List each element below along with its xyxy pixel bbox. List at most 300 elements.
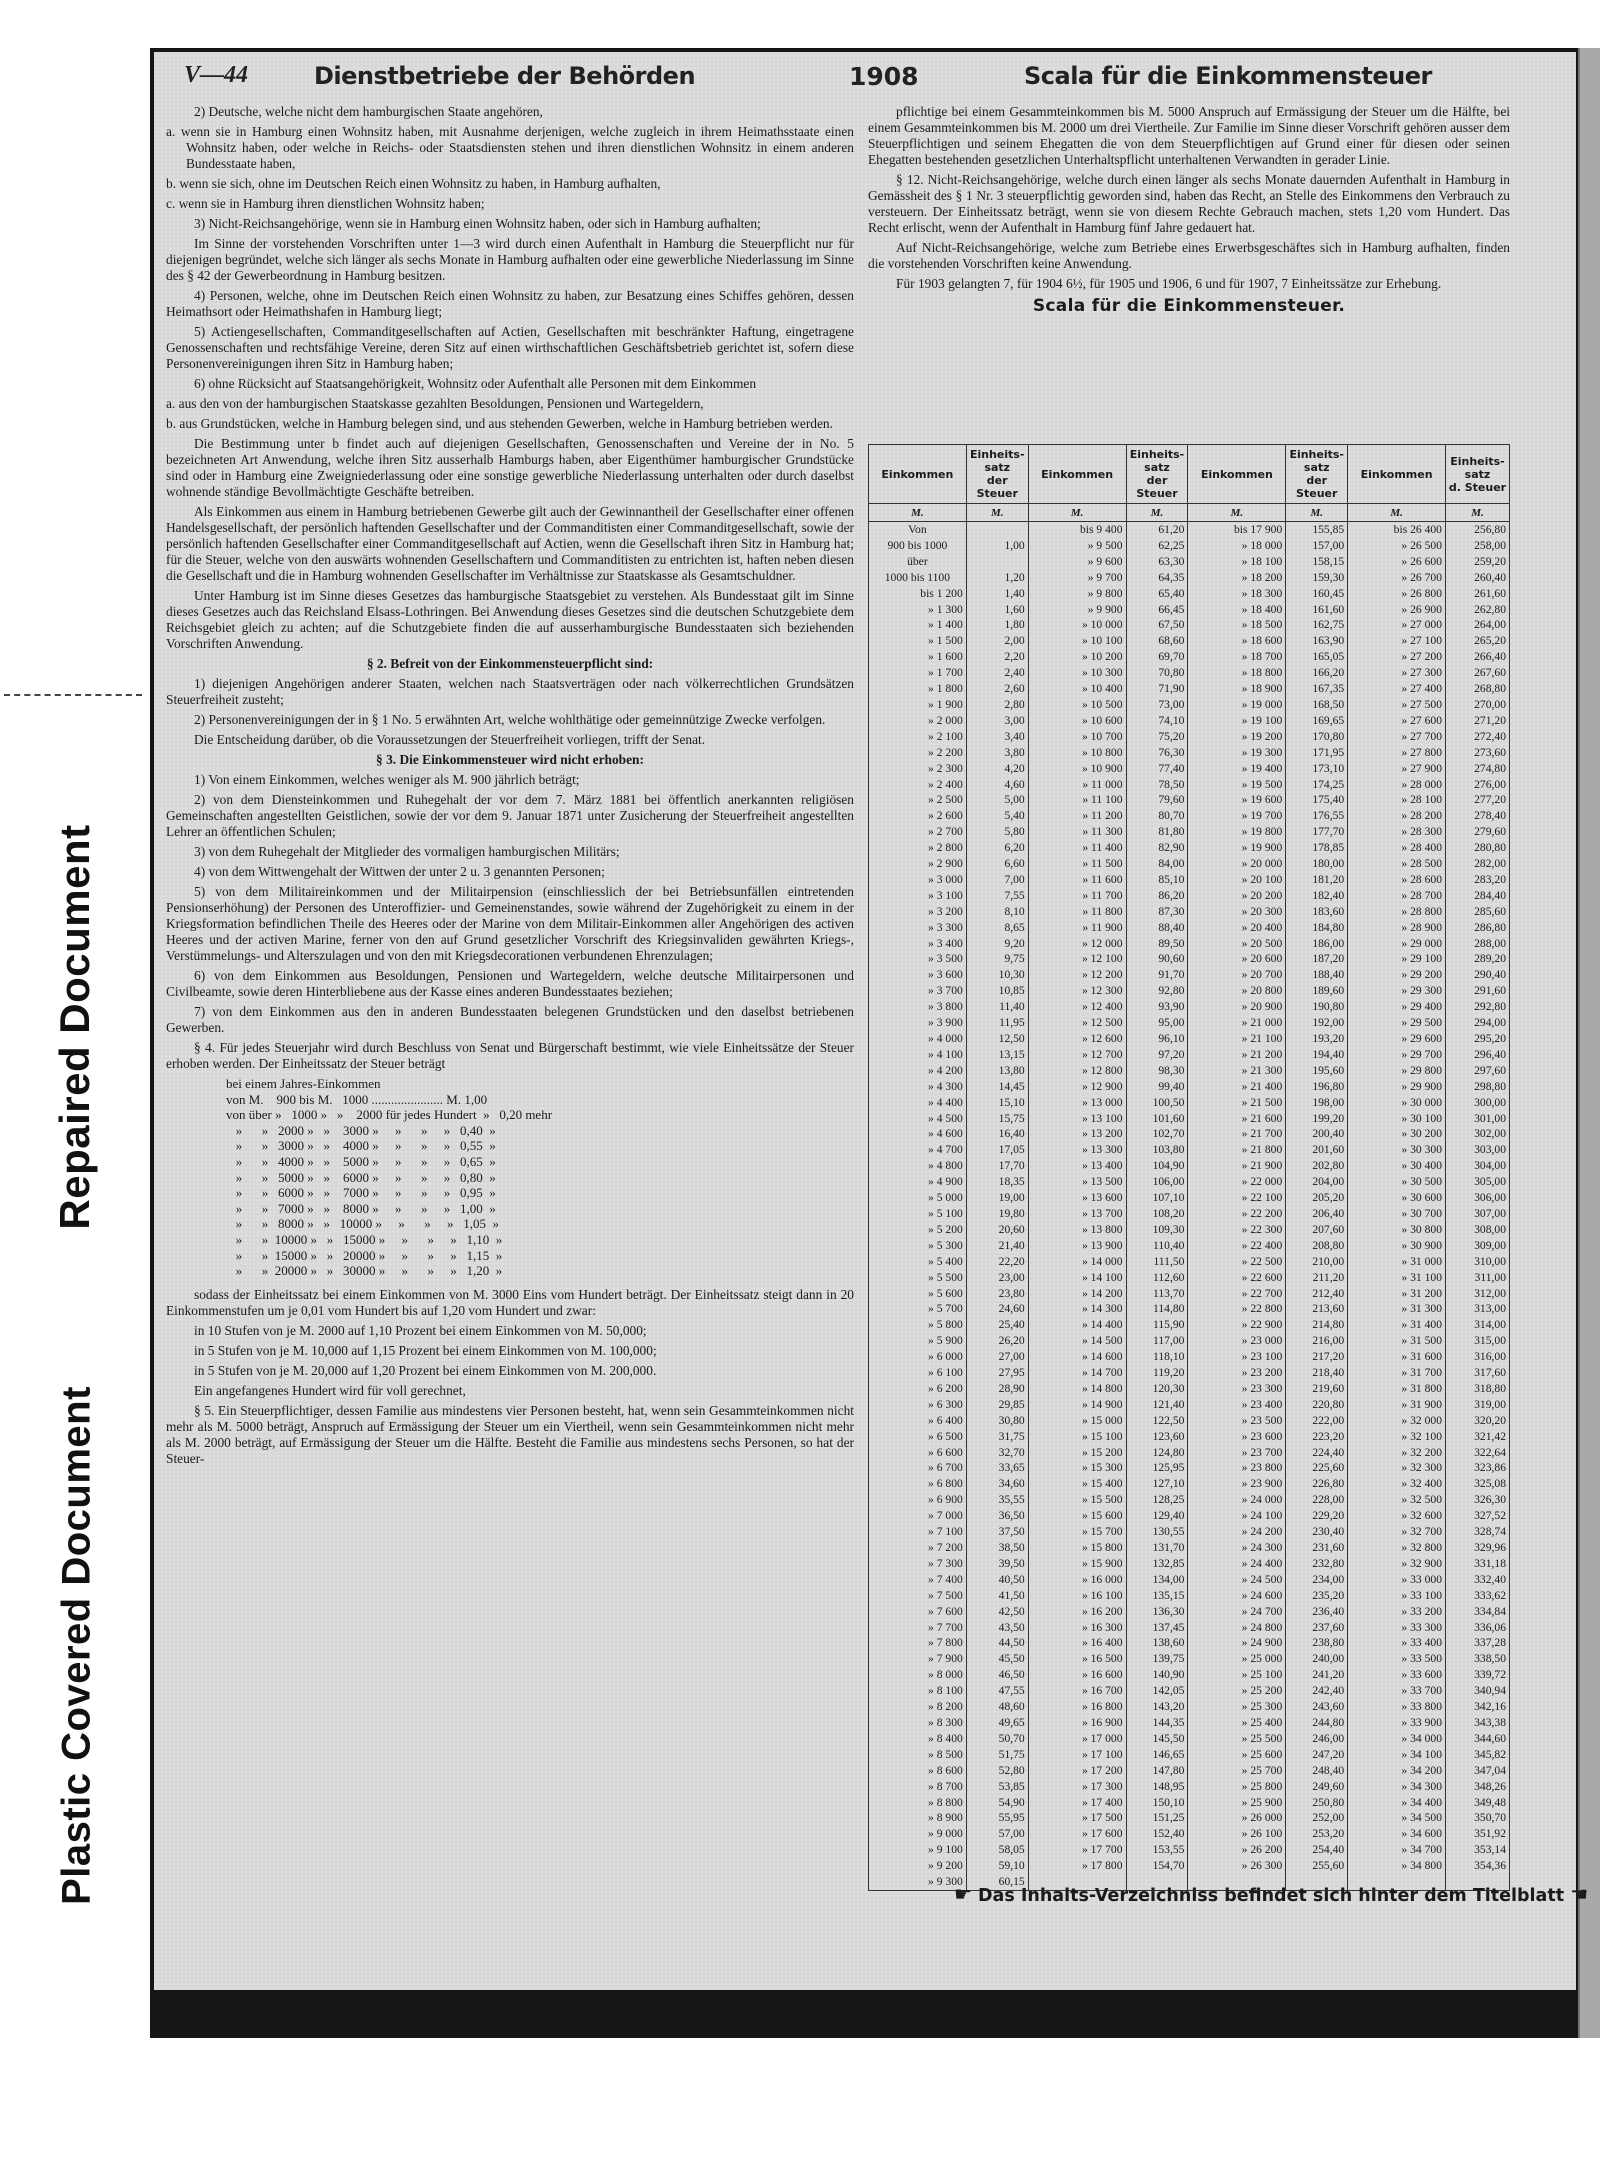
table-row — [869, 1747, 1510, 1763]
income-cell: » 19 200 — [1188, 729, 1286, 745]
income-cell: » 26 700 — [1348, 570, 1446, 586]
income-cell: » 25 800 — [1188, 1779, 1286, 1795]
rate-cell: 237,60 — [1286, 1620, 1348, 1636]
rate-cell: 261,60 — [1445, 586, 1509, 602]
rate-cell: 131,70 — [1126, 1540, 1188, 1556]
rate-cell: 267,60 — [1445, 665, 1509, 681]
income-cell: » 29 100 — [1348, 951, 1446, 967]
income-cell: » 5 900 — [869, 1333, 967, 1349]
income-cell: » 16 600 — [1028, 1667, 1126, 1683]
income-cell: » 15 700 — [1028, 1524, 1126, 1540]
table-row — [869, 1683, 1510, 1699]
income-cell: » 5 400 — [869, 1254, 967, 1270]
rate-cell: 121,40 — [1126, 1397, 1188, 1413]
rate-cell: 286,80 — [1445, 920, 1509, 936]
table-row — [869, 1667, 1510, 1683]
income-cell: » 3 100 — [869, 888, 967, 904]
paragraph: § 4. Für jedes Steuerjahr wird durch Beschluss von Senat und Bürgerschaft bestimmt, wie viele Einheitssätze der Steuer erhoben werden. Der Einheitssatz der Steuer beträgt — [166, 1040, 854, 1071]
unit-cell: M. — [966, 504, 1028, 522]
income-cell: » 1 500 — [869, 633, 967, 649]
income-cell: » 6 900 — [869, 1492, 967, 1508]
income-cell: » 21 800 — [1188, 1142, 1286, 1158]
rate-cell: 82,90 — [1126, 840, 1188, 856]
rate-cell: 231,60 — [1286, 1540, 1348, 1556]
income-cell: » 12 900 — [1028, 1079, 1126, 1095]
rate-cell: 49,65 — [966, 1715, 1028, 1731]
rate-cell: 47,55 — [966, 1683, 1028, 1699]
income-cell: » 18 800 — [1188, 665, 1286, 681]
paragraph: Im Sinne der vorstehenden Vorschriften unter 1—3 wird durch einen Aufenthalt in Hamburg die Steuerpflicht nur für diejenigen begründet, welche sich länger als sechs Monate in Hamburg aufhalten oder eine gewerbliche Niederlassung im Sinne des § 42 der Gewerbeordnung in Hamburg besitzen. — [166, 236, 854, 283]
income-cell: » 3 500 — [869, 951, 967, 967]
rate-cell: 79,60 — [1126, 792, 1188, 808]
rate-cell: 106,00 — [1126, 1174, 1188, 1190]
rate-cell: 137,45 — [1126, 1620, 1188, 1636]
table-row — [869, 1715, 1510, 1731]
income-cell: » 18 900 — [1188, 681, 1286, 697]
right-text-column — [868, 104, 1510, 322]
income-cell: » 8 900 — [869, 1810, 967, 1826]
rate-cell: 42,50 — [966, 1604, 1028, 1620]
income-cell: » 4 000 — [869, 1031, 967, 1047]
running-header — [184, 58, 1484, 94]
paragraph: 4) Personen, welche, ohne im Deutschen Reich einen Wohnsitz zu haben, zur Besatzung eines Schiffes gehören, dessen Heimathsort oder Heimathshafen in Hamburg liegt; — [166, 288, 854, 319]
income-cell: » 32 700 — [1348, 1524, 1446, 1540]
rate-cell: 212,40 — [1286, 1286, 1348, 1302]
rate-cell: 31,75 — [966, 1429, 1028, 1445]
rate-cell: 125,95 — [1126, 1460, 1188, 1476]
income-cell: » 3 800 — [869, 999, 967, 1015]
income-cell: » 16 100 — [1028, 1588, 1126, 1604]
rate-cell: 115,90 — [1126, 1317, 1188, 1333]
income-cell: » 6 700 — [869, 1460, 967, 1476]
income-cell: » 15 000 — [1028, 1413, 1126, 1429]
income-cell: » 12 300 — [1028, 983, 1126, 999]
rate-cell: 77,40 — [1126, 761, 1188, 777]
income-cell: » 13 300 — [1028, 1142, 1126, 1158]
right-paragraphs — [868, 104, 1510, 292]
rate-cell: 114,80 — [1126, 1301, 1188, 1317]
income-cell: » 29 700 — [1348, 1047, 1446, 1063]
header-year: 1908 — [849, 62, 919, 91]
income-cell: » 30 400 — [1348, 1158, 1446, 1174]
rate-cell: 268,80 — [1445, 681, 1509, 697]
paragraph-group-b — [166, 676, 854, 748]
paragraph: 7) von dem Einkommen aus den in anderen Bundesstaaten belegenen Grundstücken und den daselbst betriebenen Gewerben. — [166, 1004, 854, 1035]
rate-cell: 58,05 — [966, 1842, 1028, 1858]
rate-cell: 46,50 — [966, 1667, 1028, 1683]
rate-cell: 96,10 — [1126, 1031, 1188, 1047]
income-cell: bis 1 200 — [869, 586, 967, 602]
rate-cell: 187,20 — [1286, 951, 1348, 967]
income-cell: » 25 300 — [1188, 1699, 1286, 1715]
rate-cell: 339,72 — [1445, 1667, 1509, 1683]
income-cell: » 13 800 — [1028, 1222, 1126, 1238]
rate-cell: 177,70 — [1286, 824, 1348, 840]
income-cell: » 4 900 — [869, 1174, 967, 1190]
rate-cell: 216,00 — [1286, 1333, 1348, 1349]
income-cell: » 6 100 — [869, 1365, 967, 1381]
rate-cell: 98,30 — [1126, 1063, 1188, 1079]
table-row — [869, 665, 1510, 681]
rate-cell: 295,20 — [1445, 1031, 1509, 1047]
income-cell: » 24 500 — [1188, 1572, 1286, 1588]
rate-cell: 180,00 — [1286, 856, 1348, 872]
paragraph: 2) von dem Diensteinkommen und Ruhegehalt der vor dem 7. März 1881 bei öffentlich anerkannten religiösen Gemeinschaften angestellten Geistlichen, sowie der vor dem 9. Januar 1871 unter Zusicherung der Steuerfreiheit angestellten Lehrer an öffentlichen Schulen; — [166, 792, 854, 839]
rate-cell: 1,20 — [966, 570, 1028, 586]
income-cell: » 20 800 — [1188, 983, 1286, 999]
income-cell: » 23 400 — [1188, 1397, 1286, 1413]
rate-cell: 53,85 — [966, 1779, 1028, 1795]
income-cell: » 12 500 — [1028, 1015, 1126, 1031]
rate-cell: 59,10 — [966, 1858, 1028, 1874]
rate-cell: 17,05 — [966, 1142, 1028, 1158]
rate-cell: 184,80 — [1286, 920, 1348, 936]
income-cell: » 10 300 — [1028, 665, 1126, 681]
income-cell: » 23 800 — [1188, 1460, 1286, 1476]
rate-cell: 274,80 — [1445, 761, 1509, 777]
rate-cell: 155,85 — [1286, 522, 1348, 538]
table-row — [869, 936, 1510, 952]
paragraph: in 10 Stufen von je M. 2000 auf 1,10 Prozent bei einem Einkommen von M. 50,000; — [194, 1322, 647, 1338]
rate-cell: 296,40 — [1445, 1047, 1509, 1063]
income-cell: » 16 300 — [1028, 1620, 1126, 1636]
rate-cell: 226,80 — [1286, 1476, 1348, 1492]
income-cell: » 6 600 — [869, 1445, 967, 1461]
paragraph: a. wenn sie in Hamburg einen Wohnsitz haben, mit Ausnahme derjenigen, welche zugleich in ihrem Heimathsstaate einen Wohnsitz haben, oder welche in Reichs- oder Staatsdiensten stehen und ihren dienstlichen Wohnsitz in einem anderen Bundesstaate haben, — [166, 124, 854, 171]
rate-cell: 5,40 — [966, 808, 1028, 824]
income-cell: » 10 000 — [1028, 617, 1126, 633]
rate-cell: 198,00 — [1286, 1095, 1348, 1111]
rate-cell — [966, 554, 1028, 570]
income-cell: über — [869, 554, 967, 570]
income-cell: » 8 700 — [869, 1779, 967, 1795]
table-row — [869, 904, 1510, 920]
rate-cell: 205,20 — [1286, 1190, 1348, 1206]
income-cell: » 7 500 — [869, 1588, 967, 1604]
paragraph: in 5 Stufen von je M. 20,000 auf 1,20 Prozent bei einem Einkommen von M. 200,000. — [194, 1362, 657, 1378]
income-cell: » 12 600 — [1028, 1031, 1126, 1047]
rate-cell: 228,00 — [1286, 1492, 1348, 1508]
rate-cell: 297,60 — [1445, 1063, 1509, 1079]
rate-cell: 44,50 — [966, 1635, 1028, 1651]
income-cell: » 34 800 — [1348, 1858, 1446, 1874]
rate-cell: 62,25 — [1126, 538, 1188, 554]
rate-cell: 218,40 — [1286, 1365, 1348, 1381]
income-cell: » 9 300 — [869, 1874, 967, 1890]
rate-cell: 122,50 — [1126, 1413, 1188, 1429]
table-row — [869, 1460, 1510, 1476]
income-cell: » 32 200 — [1348, 1445, 1446, 1461]
income-cell: » 29 900 — [1348, 1079, 1446, 1095]
rate-cell: 107,10 — [1126, 1190, 1188, 1206]
income-cell: » 10 600 — [1028, 713, 1126, 729]
rate-cell: 345,82 — [1445, 1747, 1509, 1763]
rate-cell: 285,60 — [1445, 904, 1509, 920]
income-cell: » 27 900 — [1348, 761, 1446, 777]
income-cell: » 7 100 — [869, 1524, 967, 1540]
paragraph: 2) Personenvereinigungen der in § 1 No. 5 erwähnten Art, welche wohlthätige oder gemeinnützige Zwecke verfolgen. — [194, 712, 826, 727]
income-cell: » 25 700 — [1188, 1763, 1286, 1779]
rate-cell: 246,00 — [1286, 1731, 1348, 1747]
rate-cell: 208,80 — [1286, 1238, 1348, 1254]
income-cell: » 5 000 — [869, 1190, 967, 1206]
rate-cell: 306,00 — [1445, 1190, 1509, 1206]
rate-cell: 247,20 — [1286, 1747, 1348, 1763]
rate-cell: 291,60 — [1445, 983, 1509, 999]
rate-cell: 3,40 — [966, 729, 1028, 745]
rate-cell: 5,00 — [966, 792, 1028, 808]
rate-cell: 235,20 — [1286, 1588, 1348, 1604]
rate-row: » » 3000 » » 4000 » » » » 0,55 » — [226, 1138, 496, 1154]
rate-cell: 97,20 — [1126, 1047, 1188, 1063]
income-cell: » 13 600 — [1028, 1190, 1126, 1206]
income-cell: » 24 900 — [1188, 1635, 1286, 1651]
income-tax-scale-table — [868, 444, 1510, 1891]
header-rate: Einheits- satz der Steuer — [966, 445, 1028, 504]
pointing-hand-icon: ☛ — [954, 1882, 972, 1906]
income-cell: » 28 000 — [1348, 777, 1446, 793]
table-row — [869, 872, 1510, 888]
income-cell: » 9 200 — [869, 1858, 967, 1874]
income-cell: » 29 400 — [1348, 999, 1446, 1015]
income-cell: » 6 500 — [869, 1429, 967, 1445]
rate-cell: 69,70 — [1126, 649, 1188, 665]
income-cell: 900 bis 1000 — [869, 538, 967, 554]
rate-row: von M. 900 bis M. 1000 ...................... M. 1,00 — [226, 1091, 488, 1107]
income-cell: » 32 300 — [1348, 1460, 1446, 1476]
income-cell: » 21 100 — [1188, 1031, 1286, 1047]
income-cell: » 27 000 — [1348, 617, 1446, 633]
rate-cell: 75,20 — [1126, 729, 1188, 745]
unit-cell: M. — [869, 504, 967, 522]
income-cell: » 19 700 — [1188, 808, 1286, 824]
footer-text: Das Inhalts-Verzeichniss befindet sich hinter dem Titelblatt — [978, 1886, 1565, 1906]
table-row — [869, 1158, 1510, 1174]
rate-cell: 279,60 — [1445, 824, 1509, 840]
rate-cell: 183,60 — [1286, 904, 1348, 920]
rate-cell: 117,00 — [1126, 1333, 1188, 1349]
income-cell: » 20 200 — [1188, 888, 1286, 904]
income-cell: » 26 000 — [1188, 1810, 1286, 1826]
rate-cell: 142,05 — [1126, 1683, 1188, 1699]
page-edge — [1578, 48, 1600, 2038]
income-cell: » 13 100 — [1028, 1111, 1126, 1127]
income-cell: » 29 300 — [1348, 983, 1446, 999]
rate-cell: 176,55 — [1286, 808, 1348, 824]
table-row — [869, 1349, 1510, 1365]
table-row — [869, 554, 1510, 570]
income-cell: » 23 900 — [1188, 1476, 1286, 1492]
income-cell: » 18 500 — [1188, 617, 1286, 633]
income-cell: » 18 700 — [1188, 649, 1286, 665]
rate-cell: 1,00 — [966, 538, 1028, 554]
income-cell: » 26 800 — [1348, 586, 1446, 602]
paragraph: 5) von dem Militaireinkommen und der Militairpension (einschliesslich der bei Betriebsunfällen eintretenden Pensionserhöhung) der Personen des Unteroffizier- und Gemeinenstandes, sowie während der Zugehörigkeit zu einem in der Kriegsformation befindlichen Theile des Heeres oder der Marine von dem Militair-Einkommen aller Angehörigen des activen Heeres und der activen Marine, ferner von den auf Grund gesetzlicher Vorschrift des Kriegsinvaliden gewährten Kriegs-, Verstümmelungs- und Alterszulagen und von den mit Kriegsdecorationen verbundenen Ehrenzulagen; — [166, 884, 854, 963]
income-cell: » 9 900 — [1028, 602, 1126, 618]
pointing-hand-left-icon: ☚ — [1570, 1882, 1589, 1906]
income-cell: » 15 300 — [1028, 1460, 1126, 1476]
income-cell: » 33 000 — [1348, 1572, 1446, 1588]
income-cell: » 10 900 — [1028, 761, 1126, 777]
rate-cell: 168,50 — [1286, 697, 1348, 713]
income-cell: » 11 900 — [1028, 920, 1126, 936]
table-row — [869, 1190, 1510, 1206]
income-cell: » 2 100 — [869, 729, 967, 745]
income-cell: » 31 500 — [1348, 1333, 1446, 1349]
rate-cell: 45,50 — [966, 1651, 1028, 1667]
header-title: Dienstbetriebe der Behörden — [314, 62, 696, 90]
income-cell: » 31 300 — [1348, 1301, 1446, 1317]
income-cell: » 3 000 — [869, 872, 967, 888]
income-cell: » 10 200 — [1028, 649, 1126, 665]
income-cell: » 8 200 — [869, 1699, 967, 1715]
rate-cell: 15,75 — [966, 1111, 1028, 1127]
table-row — [869, 808, 1510, 824]
income-cell: » 12 800 — [1028, 1063, 1126, 1079]
rate-cell: 8,10 — [966, 904, 1028, 920]
income-cell: » 4 100 — [869, 1047, 967, 1063]
rate-cell: 253,20 — [1286, 1826, 1348, 1842]
rate-cell: 123,60 — [1126, 1429, 1188, 1445]
rate-cell: 312,00 — [1445, 1286, 1509, 1302]
rate-cell: 337,28 — [1445, 1635, 1509, 1651]
rate-cell: 190,80 — [1286, 999, 1348, 1015]
rate-cell: 241,20 — [1286, 1667, 1348, 1683]
rate-cell: 162,75 — [1286, 617, 1348, 633]
income-cell: » 10 500 — [1028, 697, 1126, 713]
rate-cell: 188,40 — [1286, 967, 1348, 983]
rate-cell: 327,52 — [1445, 1508, 1509, 1524]
rate-schedule-head: bei einem Jahres-Einkommen — [226, 1076, 381, 1091]
income-cell: » 17 000 — [1028, 1731, 1126, 1747]
income-cell: » 30 700 — [1348, 1206, 1446, 1222]
table-row — [869, 1572, 1510, 1588]
rate-row: » » 2000 » » 3000 » » » » 0,40 » — [226, 1122, 496, 1138]
income-cell: » 14 200 — [1028, 1286, 1126, 1302]
rate-cell: 175,40 — [1286, 792, 1348, 808]
income-cell: » 22 000 — [1188, 1174, 1286, 1190]
rate-cell: 282,00 — [1445, 856, 1509, 872]
income-cell: » 8 800 — [869, 1795, 967, 1811]
rate-cell: 34,60 — [966, 1476, 1028, 1492]
table-row — [869, 1301, 1510, 1317]
rate-cell: 37,50 — [966, 1524, 1028, 1540]
income-cell: » 2 600 — [869, 808, 967, 824]
table-row — [869, 1731, 1510, 1747]
rate-cell: 234,00 — [1286, 1572, 1348, 1588]
income-cell: » 5 600 — [869, 1286, 967, 1302]
income-cell: » 28 700 — [1348, 888, 1446, 904]
income-cell: » 29 600 — [1348, 1031, 1446, 1047]
table-row — [869, 983, 1510, 999]
income-cell: » 34 600 — [1348, 1826, 1446, 1842]
paragraph: Unter Hamburg ist im Sinne dieses Gesetzes das hamburgische Staatsgebiet zu verstehen. Als Bundesstaat gilt im Sinne dieses Gesetzes auch das Reichsland Elsass-Lothringen. Bei Anwendung dieses Gesetzes sind die deutschen Schutzgebiete dem Reichsgebiet gleich zu achten; auf die Schutzgebiete finden die auf ausserhamburgische Bundesstaaten sich beziehenden Vorschriften Anwendung. — [166, 588, 854, 651]
income-cell: » 14 100 — [1028, 1270, 1126, 1286]
income-cell: » 3 900 — [869, 1015, 967, 1031]
rate-cell: 151,25 — [1126, 1810, 1188, 1826]
rate-cell: 194,40 — [1286, 1047, 1348, 1063]
rate-cell: 55,95 — [966, 1810, 1028, 1826]
rate-cell: 144,35 — [1126, 1715, 1188, 1731]
income-cell: » 16 000 — [1028, 1572, 1126, 1588]
table-row — [869, 777, 1510, 793]
income-cell: » 30 600 — [1348, 1190, 1446, 1206]
income-cell: » 4 400 — [869, 1095, 967, 1111]
rate-cell: 92,80 — [1126, 983, 1188, 999]
income-cell: » 31 200 — [1348, 1286, 1446, 1302]
income-cell: » 23 200 — [1188, 1365, 1286, 1381]
rate-cell — [966, 522, 1028, 538]
rate-cell: 167,35 — [1286, 681, 1348, 697]
rate-cell: 317,60 — [1445, 1365, 1509, 1381]
table-row — [869, 633, 1510, 649]
income-cell: » 22 200 — [1188, 1206, 1286, 1222]
rate-cell: 127,10 — [1126, 1476, 1188, 1492]
income-cell: » 17 600 — [1028, 1826, 1126, 1842]
income-cell: » 25 200 — [1188, 1683, 1286, 1699]
income-cell: » 12 700 — [1028, 1047, 1126, 1063]
income-cell: » 12 400 — [1028, 999, 1126, 1015]
income-cell: » 8 600 — [869, 1763, 967, 1779]
rate-cell: 224,40 — [1286, 1445, 1348, 1461]
rate-cell: 283,20 — [1445, 872, 1509, 888]
rate-cell: 351,92 — [1445, 1826, 1509, 1842]
scale-table-title: Scala für die Einkommensteuer. — [1032, 296, 1346, 316]
rate-cell: 87,30 — [1126, 904, 1188, 920]
rate-cell: 43,50 — [966, 1620, 1028, 1636]
income-cell: » 34 500 — [1348, 1810, 1446, 1826]
income-cell: » 21 400 — [1188, 1079, 1286, 1095]
income-cell: » 14 000 — [1028, 1254, 1126, 1270]
income-cell: » 6 800 — [869, 1476, 967, 1492]
income-cell: » 28 400 — [1348, 840, 1446, 856]
rate-cell: 354,36 — [1445, 1858, 1509, 1874]
income-cell: » 34 300 — [1348, 1779, 1446, 1795]
rate-cell: 130,55 — [1126, 1524, 1188, 1540]
table-row — [869, 1031, 1510, 1047]
income-cell: » 30 200 — [1348, 1126, 1446, 1142]
income-cell: » 9 000 — [869, 1826, 967, 1842]
income-cell: » 23 100 — [1188, 1349, 1286, 1365]
income-cell: » 21 000 — [1188, 1015, 1286, 1031]
section-2-title: § 2. Befreit von der Einkommensteuerpflicht sind: — [366, 656, 654, 671]
income-cell: » 20 700 — [1188, 967, 1286, 983]
income-cell: » 27 300 — [1348, 665, 1446, 681]
income-cell: » 23 000 — [1188, 1333, 1286, 1349]
income-cell: » 13 900 — [1028, 1238, 1126, 1254]
income-cell: » 24 800 — [1188, 1620, 1286, 1636]
income-cell: » 29 200 — [1348, 967, 1446, 983]
rate-cell: 110,40 — [1126, 1238, 1188, 1254]
rate-cell: 256,80 — [1445, 522, 1509, 538]
income-cell: » 20 100 — [1188, 872, 1286, 888]
rate-cell: 134,00 — [1126, 1572, 1188, 1588]
income-cell: » 24 100 — [1188, 1508, 1286, 1524]
income-cell: » 1 800 — [869, 681, 967, 697]
income-cell: » 23 700 — [1188, 1445, 1286, 1461]
income-cell: » 3 400 — [869, 936, 967, 952]
table-row — [869, 856, 1510, 872]
income-cell: » 17 800 — [1028, 1858, 1126, 1874]
rate-cell: 329,96 — [1445, 1540, 1509, 1556]
rate-cell: 40,50 — [966, 1572, 1028, 1588]
rate-cell: 129,40 — [1126, 1508, 1188, 1524]
income-cell: » 25 900 — [1188, 1795, 1286, 1811]
income-cell: » 13 200 — [1028, 1126, 1126, 1142]
income-cell: » 28 800 — [1348, 904, 1446, 920]
rate-cell: 229,20 — [1286, 1508, 1348, 1524]
header-income: Einkommen — [869, 445, 967, 504]
